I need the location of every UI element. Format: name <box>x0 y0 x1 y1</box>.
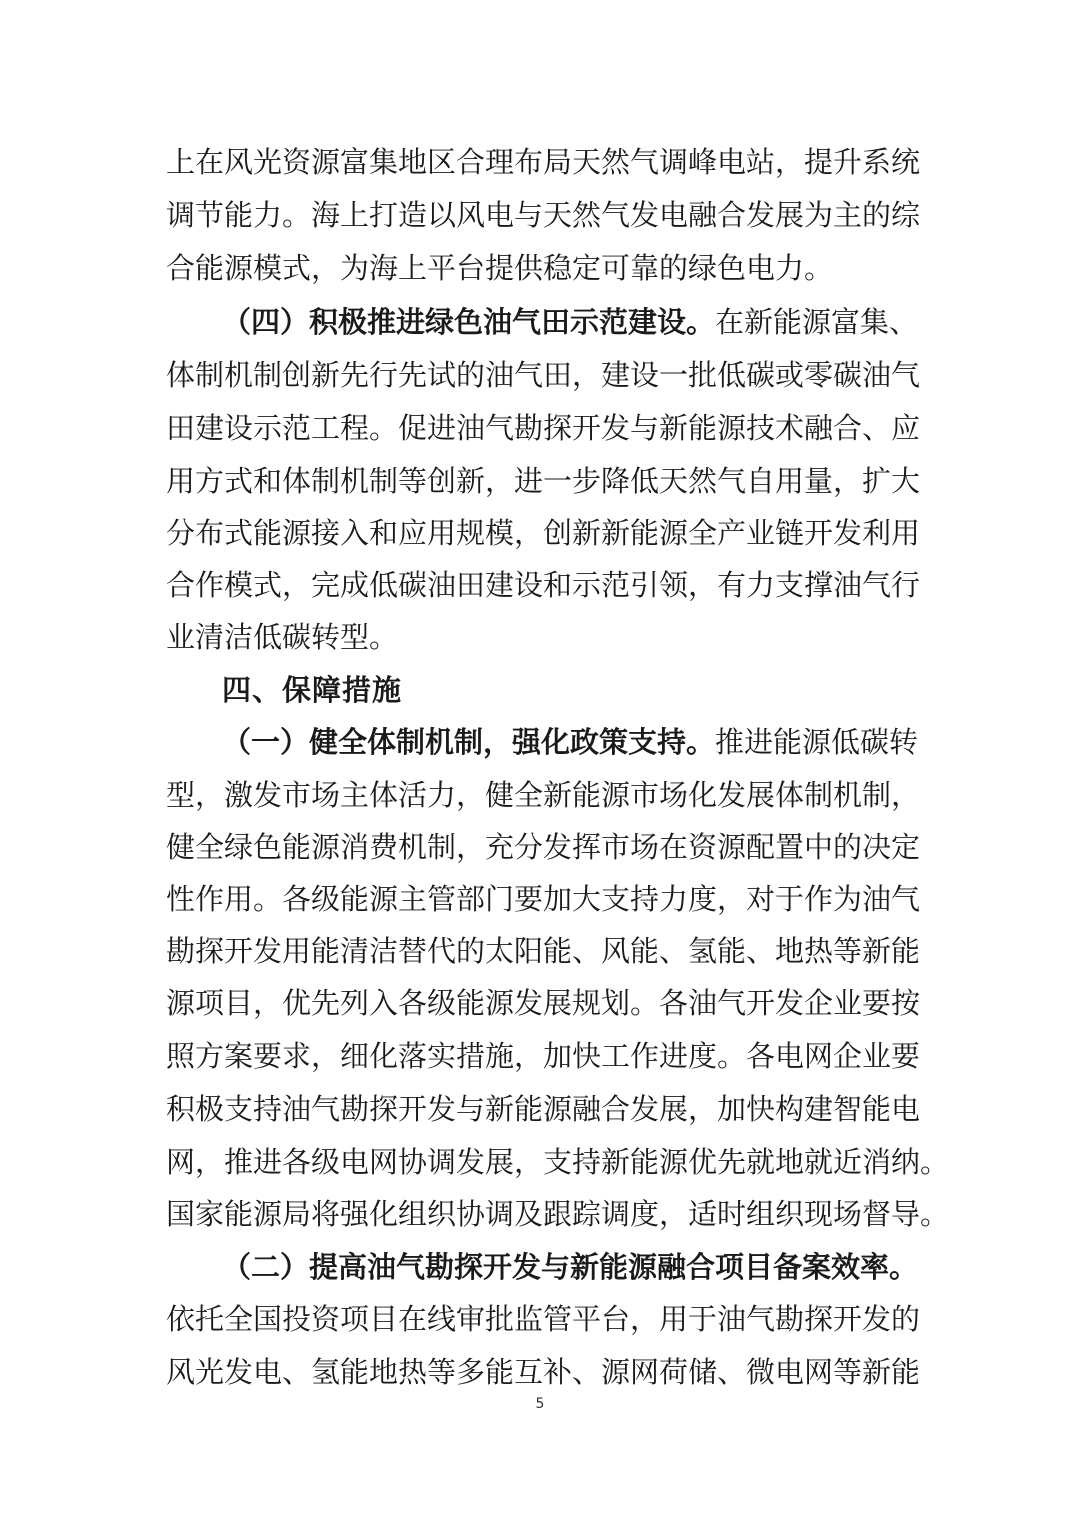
body-line: 勘探开发用能清洁替代的太阳能、风能、氢能、地热等新能 <box>166 934 921 968</box>
subsection-heading: （四）积极推进绿色油气田示范建设。 <box>222 305 716 339</box>
page-number: 5 <box>535 1396 545 1412</box>
body-line: 业清洁低碳转型。 <box>166 620 399 654</box>
section-heading: 四、保障措施 <box>222 673 403 707</box>
body-line-subsection <box>222 1241 919 1293</box>
body-line: 依托全国投资项目在线审批监管平台，用于油气勘探开发的 <box>166 1302 921 1336</box>
body-line: 田建设示范工程。促进油气勘探开发与新能源技术融合、应 <box>166 411 921 445</box>
body-line: 照方案要求，细化落实措施，加快工作进度。各电网企业要 <box>166 1039 921 1073</box>
body-line: 性作用。各级能源主管部门要加大支持力度，对于作为油气 <box>166 882 921 916</box>
body-line-subsection: （一）健全体制机制，强化政策支持。推进能源低碳转 <box>222 725 919 759</box>
body-line-subsection: （四）积极推进绿色油气田示范建设。在新能源富集、 <box>222 305 919 339</box>
body-line: 上在风光资源富集地区合理布局天然气调峰电站，提升系统 <box>166 145 921 179</box>
body-line: 型，激发市场主体活力，健全新能源市场化发展体制机制， <box>166 778 921 812</box>
body-line: 积极支持油气勘探开发与新能源融合发展，加快构建智能电 <box>166 1092 921 1126</box>
body-line: 国家能源局将强化组织协调及跟踪调度，适时组织现场督导。 <box>166 1197 950 1231</box>
body-line: 调节能力。海上打造以风电与天然气发电融合发展为主的综 <box>166 198 921 232</box>
body-line: 合作模式，完成低碳油田建设和示范引领，有力支撑油气行 <box>166 568 921 602</box>
body-line: 网，推进各级电网协调发展，支持新能源优先就地就近消纳。 <box>166 1145 950 1179</box>
subsection-heading: （一）健全体制机制，强化政策支持。 <box>222 725 716 759</box>
body-line: 健全绿色能源消费机制，充分发挥市场在资源配置中的决定 <box>166 830 921 864</box>
body-line: 分布式能源接入和应用规模，创新新能源全产业链开发利用 <box>166 516 921 550</box>
body-line: 用方式和体制机制等创新，进一步降低天然气自用量，扩大 <box>166 464 921 498</box>
subsection-heading: （二）提高油气勘探开发与新能源融合项目备案效率。 <box>222 1250 919 1284</box>
body-line: 源项目，优先列入各级能源发展规划。各油气开发企业要按 <box>166 986 921 1020</box>
body-line: 体制机制创新先行先试的油气田，建设一批低碳或零碳油气 <box>166 358 921 392</box>
body-line: 风光发电、氢能地热等多能互补、源网荷储、微电网等新能 <box>166 1355 921 1389</box>
body-line: 合能源模式，为海上平台提供稳定可靠的绿色电力。 <box>166 251 834 285</box>
